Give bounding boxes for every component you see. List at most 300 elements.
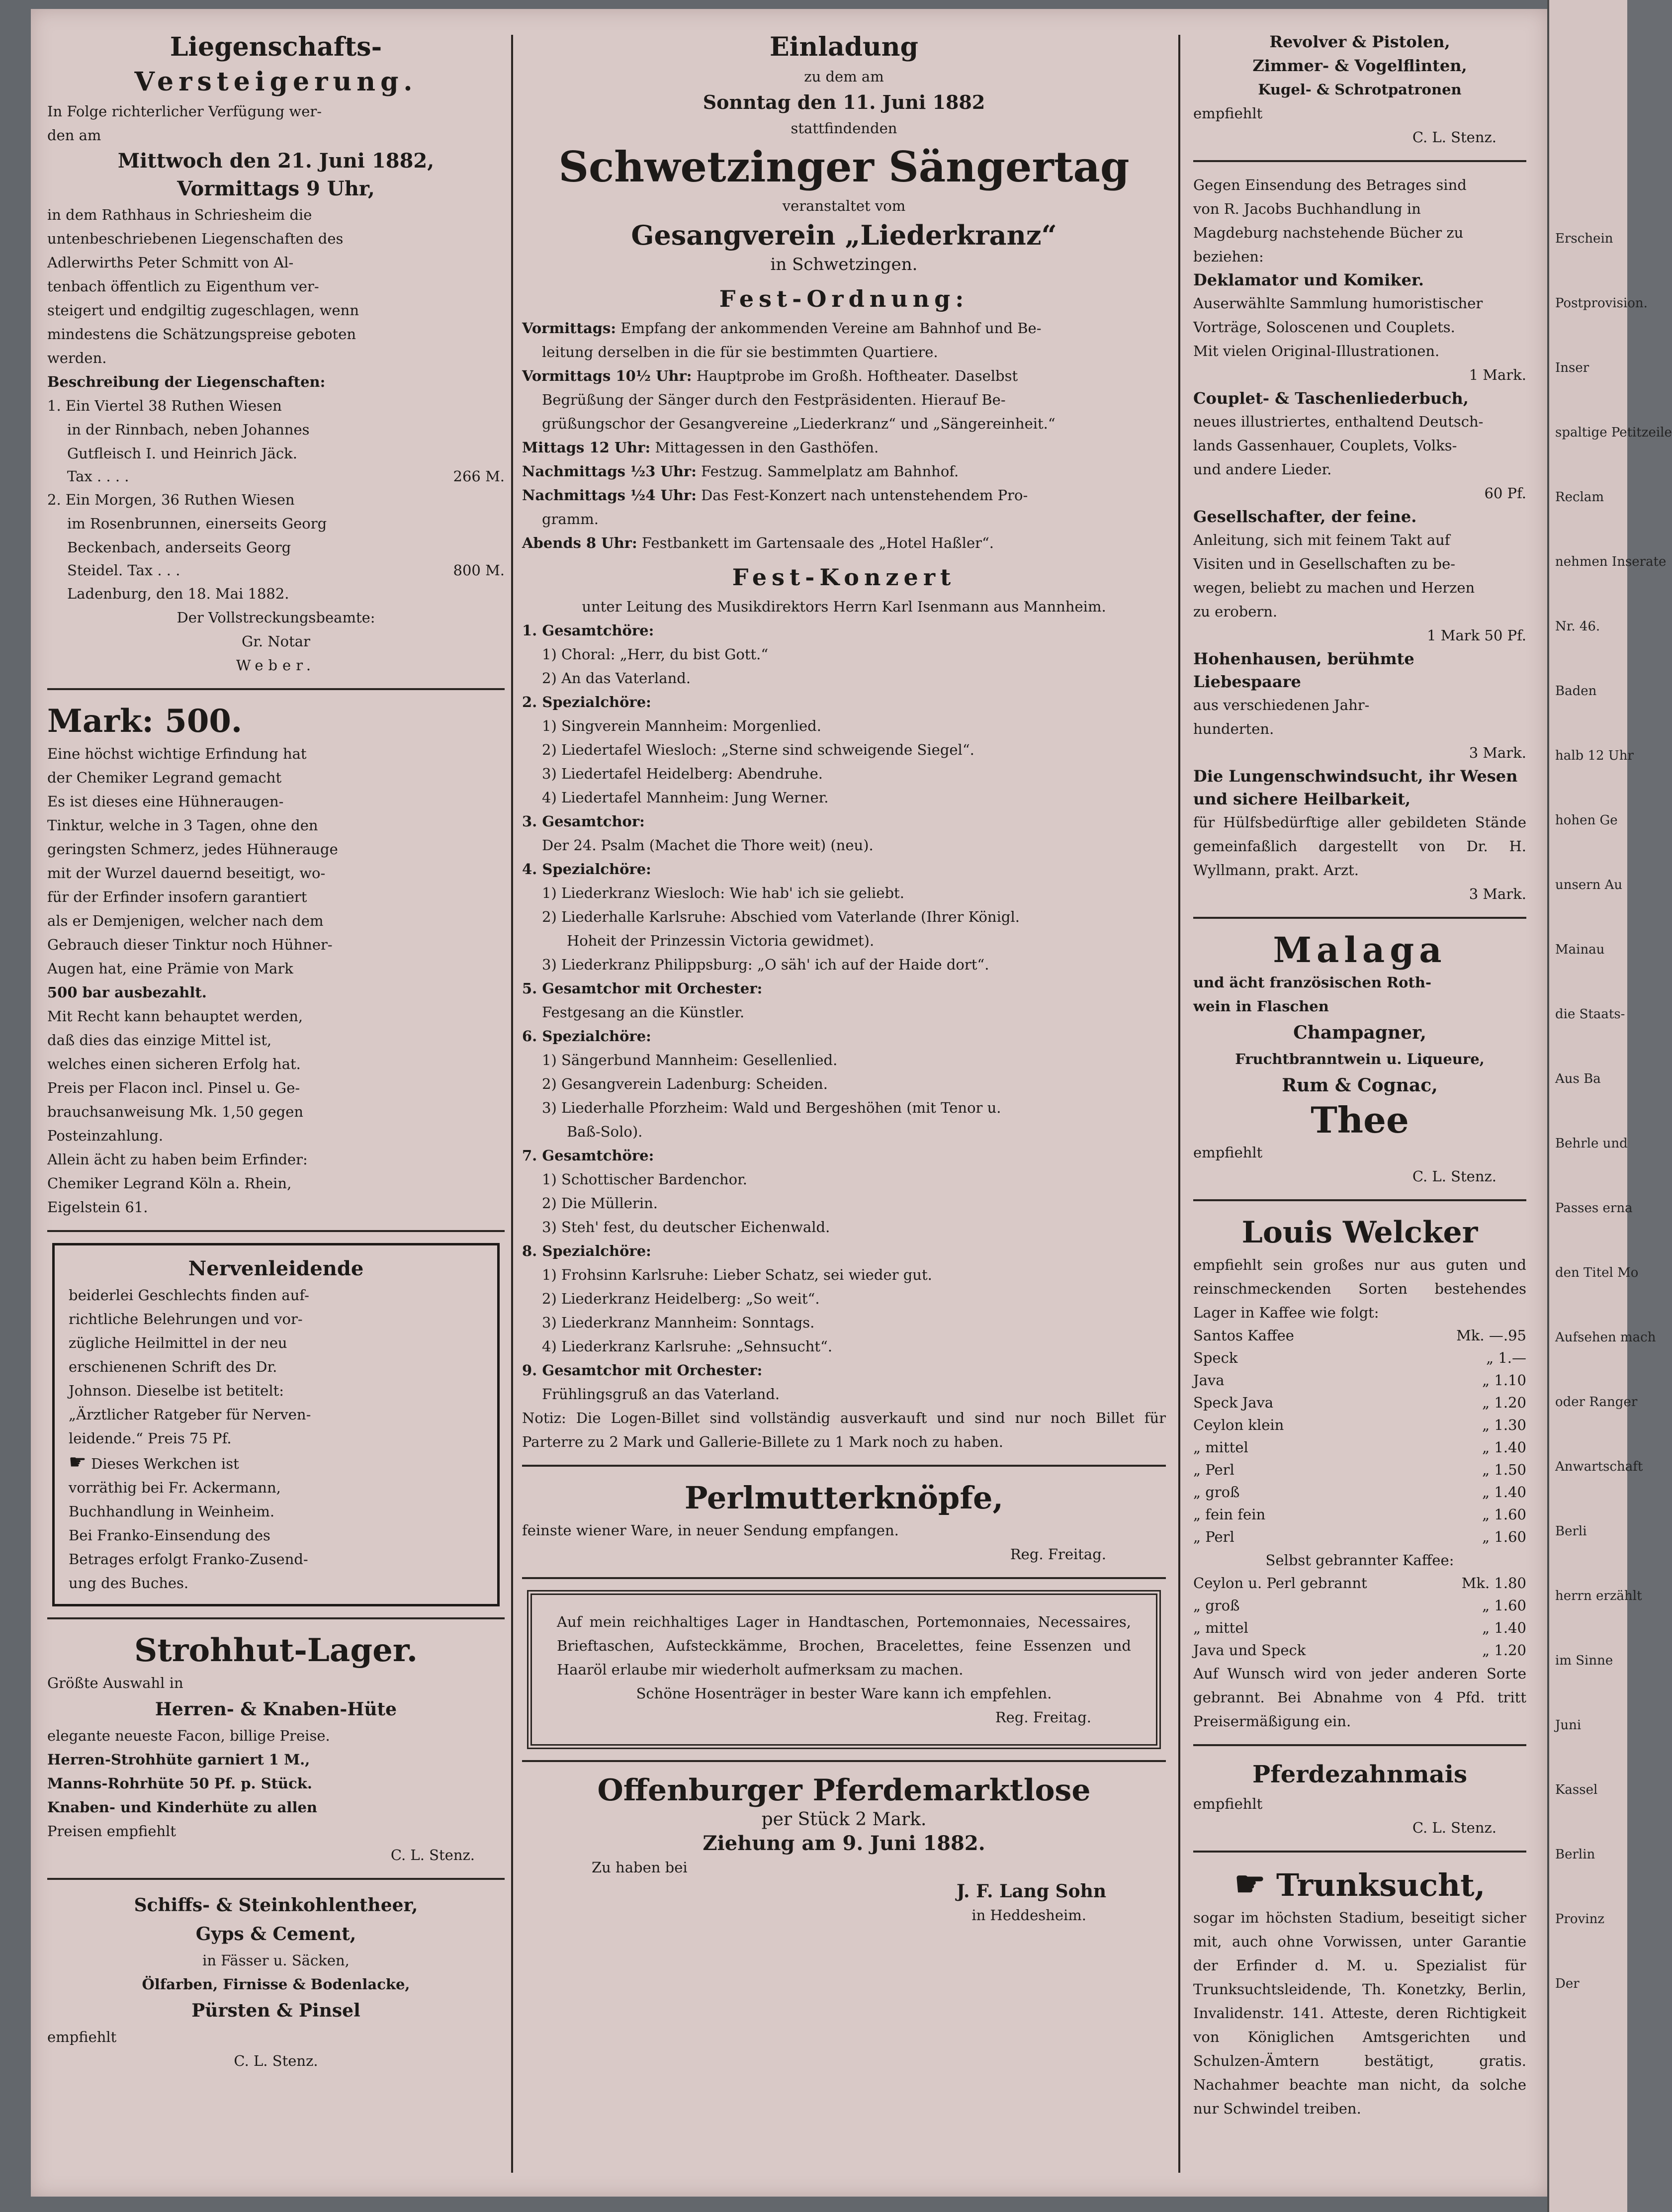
coffee-intro: empfiehlt sein großes nur aus guten und reinschmeckenden Sorten bestehendes Lager in Kaffee wie folgt:	[1193, 1256, 1526, 1321]
book-entry	[1193, 387, 1526, 505]
straw-line: Manns-Rohrhüte 50 Pf. p. Stück.	[47, 1775, 312, 1792]
tar-line: Ölfarben, Firnisse & Bodenlacke,	[142, 1976, 410, 1993]
coffee-name: „ Perl	[1193, 1528, 1234, 1545]
column-rule-1	[511, 35, 513, 2173]
book-title: Hohenhausen, berühmte Liebespaare	[1193, 649, 1414, 691]
nerves-line: vorräthig bei Fr. Ackermann,	[69, 1479, 281, 1496]
next-page-fragment: Juni	[1555, 1718, 1582, 1733]
order-text: Festzug. Sammelplatz am Bahnhof.	[701, 463, 959, 480]
straw-line: Herren-Strohhüte garniert 1 M.,	[47, 1751, 310, 1768]
coffee-row	[1193, 1639, 1526, 1662]
order-entry	[522, 436, 1166, 459]
mark-line: Mit Recht kann behauptet werden,	[47, 1008, 303, 1025]
divider	[522, 1577, 1166, 1579]
mark-line: Eine höchst wichtige Erfindung hat	[47, 745, 307, 762]
guns-signature: C. L. Stenz.	[1412, 129, 1496, 146]
coffee-row	[1193, 1459, 1526, 1481]
coffee-price: 1.40	[1494, 1619, 1526, 1636]
program-entry: 4) Liederkranz Karlsruhe: „Sehnsucht“.	[542, 1338, 833, 1355]
coffee-price-cell	[1456, 1325, 1526, 1347]
nerves-line: Betrages erfolgt Franko-Zusend-	[69, 1551, 308, 1568]
invite-place: in Schwetzingen.	[770, 255, 918, 274]
order-time: Vormittags:	[522, 320, 616, 337]
order-entry	[522, 507, 1166, 531]
next-page-fragment: oder Ranger	[1555, 1395, 1638, 1410]
nerves-line: beiderlei Geschlechts finden auf-	[69, 1287, 309, 1304]
nerves-line: richtliche Belehrungen und vor-	[69, 1311, 303, 1327]
tar-line: in Fässer u. Säcken,	[202, 1952, 350, 1969]
coffee-price: 1.60	[1494, 1597, 1526, 1614]
auction-body: untenbeschriebenen Liegenschaften des	[47, 230, 344, 247]
tar-recommend: empfiehlt	[47, 2029, 117, 2045]
program-entry: 9. Gesamtchor mit Orchester:	[522, 1362, 763, 1379]
order-entry	[522, 364, 1166, 388]
order-time: Mittags 12 Uhr:	[522, 439, 651, 456]
nerves-line: „Ärztlicher Ratgeber für Nerven-	[69, 1406, 311, 1423]
invite-sub: stattfindenden	[791, 120, 897, 137]
invite-title: Einladung	[770, 32, 918, 62]
coffee-row	[1193, 1617, 1526, 1639]
mark-line: Es ist dieses eine Hühneraugen-	[47, 793, 284, 810]
mark-title: Mark: 500.	[47, 703, 243, 740]
coffee-name: Ceylon u. Perl gebrannt	[1193, 1575, 1367, 1592]
coffee-name: „ Perl	[1193, 1461, 1234, 1478]
next-page-fragment: Der	[1555, 1976, 1580, 1991]
invite-sub: zu dem am	[804, 68, 884, 85]
program-entry: 1) Singverein Mannheim: Morgenlied.	[542, 717, 821, 734]
auction-item: 2. Ein Morgen, 36 Ruthen Wiesen	[47, 491, 295, 508]
program-entry: 4. Spezialchöre:	[522, 861, 651, 878]
drink-body: sogar im höchsten Stadium, beseitigt sicher mit, auch ohne Vorwissen, unter Garantie der Erfinder d. M. u. Spezialist für Trunksuchtsleidende, Th. Konetzky, Berlin, Invalidenstr. 141. Atteste, deren Richtigkeit von Königlichen Amtsgerichten und Schulzen-Ämtern bestätigt, gratis. Nachahmer beachte man nicht, da solche nur Schwindel treiben.	[1193, 1909, 1526, 2117]
order-text: grüßungschor der Gesangvereine „Liederkranz“ und „Sängereinheit.“	[542, 415, 1056, 432]
order-entry	[522, 316, 1166, 340]
program-entry: 4) Liedertafel Mannheim: Jung Werner.	[542, 789, 829, 806]
next-page-fragment: Behrle und	[1555, 1136, 1628, 1151]
book-entry	[1193, 268, 1526, 387]
horse-signature: C. L. Stenz.	[1412, 1819, 1496, 1836]
coffee-unit: „	[1482, 1528, 1490, 1545]
invite-event: Schwetzinger Sängertag	[558, 142, 1130, 191]
coffee-unit: „	[1482, 1642, 1490, 1659]
straw-line: Herren- & Knaben-Hüte	[155, 1699, 397, 1720]
program-entry: 3) Liederhalle Pforzheim: Wald und Bergeshöhen (mit Tenor u.	[542, 1099, 1001, 1116]
mark-line: Augen hat, eine Prämie von Mark	[47, 960, 293, 977]
tar-line: Pürsten & Pinsel	[191, 2000, 360, 2021]
order-text: Hauptprobe im Großh. Hoftheater. Daselbst	[696, 367, 1018, 384]
horse-recommend: empfiehlt	[1193, 1795, 1263, 1812]
program-entry: Baß-Solo).	[567, 1123, 643, 1140]
tax-value: 800 M.	[453, 562, 505, 579]
coffee-price: 1.40	[1494, 1439, 1526, 1456]
program-entry: Hoheit der Prinzessin Victoria gewidmet).	[567, 932, 875, 949]
coffee-unit: „	[1482, 1506, 1490, 1523]
book-entry	[1193, 505, 1526, 647]
coffee-price-cell	[1486, 1347, 1526, 1369]
program-entry: 3) Steh' fest, du deutscher Eichenwald.	[542, 1219, 830, 1236]
coffee-row	[1193, 1369, 1526, 1392]
coffee-name: Java und Speck	[1193, 1642, 1306, 1659]
book-title: Deklamator und Komiker.	[1193, 270, 1424, 289]
malaga-line: und ächt französischen Roth-	[1193, 974, 1432, 991]
nerves-line: zügliche Heilmittel in der neu	[69, 1334, 287, 1351]
tax-label: Tax . . . .	[67, 468, 129, 485]
nerves-line	[69, 1450, 483, 1476]
auction-tax-row	[47, 559, 505, 582]
concert-title: Fest-Konzert	[732, 564, 956, 591]
book-price: 1 Mark 50 Pf.	[1427, 627, 1526, 644]
coffee-price: 1.60	[1494, 1506, 1526, 1523]
next-page-fragment: hohen Ge	[1555, 813, 1618, 828]
coffee-price: 1.—	[1498, 1349, 1526, 1366]
next-page-fragment: nehmen Inserate	[1555, 554, 1667, 569]
nerves-line: leidende.“ Preis 75 Pf.	[69, 1430, 232, 1447]
malaga-line: wein in Flaschen	[1193, 998, 1329, 1015]
concert-subtitle: unter Leitung des Musikdirektors Herrn Karl Isenmann aus Mannheim.	[582, 598, 1106, 615]
coffee-price-list	[1193, 1325, 1526, 1548]
book-line: aus verschiedenen Jahr-	[1193, 697, 1370, 713]
books-ad	[1193, 173, 1526, 906]
books-list	[1193, 268, 1526, 906]
lottery-price: per Stück 2 Mark.	[761, 1809, 927, 1830]
coffee-price: 1.50	[1494, 1461, 1526, 1478]
nerves-line: Johnson. Dieselbe ist betitelt:	[69, 1382, 284, 1399]
coffee-unit: „	[1482, 1619, 1490, 1636]
mark-ad	[47, 701, 505, 1219]
books-intro: von R. Jacobs Buchhandlung in	[1193, 200, 1421, 217]
lottery-at: Zu haben bei	[592, 1859, 688, 1876]
coffee-price-cell	[1482, 1436, 1526, 1459]
book-line: Vorträge, Soloscenen und Couplets.	[1193, 319, 1455, 336]
auction-body: mindestens die Schätzungspreise geboten	[47, 326, 356, 343]
auction-tax-row	[47, 465, 505, 488]
coffee-row	[1193, 1414, 1526, 1436]
book-price: 60 Pf.	[1484, 485, 1526, 502]
coffee-outro: Auf Wunsch wird von jeder anderen Sorte gebrannt. Bei Abnahme von 4 Pfd. tritt Preisermäßigung ein.	[1193, 1665, 1526, 1730]
right-column	[1193, 30, 1526, 2121]
program-list	[522, 619, 1166, 1406]
auction-notary-name: Weber.	[236, 657, 316, 674]
auction-body: tenbach öffentlich zu Eigenthum ver-	[47, 278, 319, 295]
lottery-ad	[522, 1773, 1166, 1927]
nerves-line: Buchhandlung in Weinheim.	[69, 1503, 275, 1520]
auction-body: steigert und endgiltig zugeschlagen, wenn	[47, 302, 359, 319]
program-entry: 3) Liederkranz Mannheim: Sonntags.	[542, 1314, 815, 1331]
malaga-title: Malaga	[1273, 929, 1447, 971]
next-page-fragment: Inser	[1555, 360, 1589, 375]
books-intro: Gegen Einsendung des Betrages sind	[1193, 177, 1467, 193]
divider	[522, 1760, 1166, 1762]
book-entry	[1193, 647, 1526, 765]
program-entry: 3) Liedertafel Heidelberg: Abendruhe.	[542, 765, 823, 782]
program-entry: 1) Choral: „Herr, du bist Gott.“	[542, 646, 769, 663]
book-line: Auserwählte Sammlung humoristischer	[1193, 295, 1483, 312]
divider	[1193, 160, 1526, 162]
lottery-town: in Heddesheim.	[971, 1907, 1086, 1924]
next-page-fragment: Passes erna	[1555, 1201, 1633, 1216]
program-entry: 3. Gesamtchor:	[522, 813, 645, 830]
buttons-title: Perlmutterknöpfe,	[684, 1480, 1004, 1516]
bags-ad	[527, 1590, 1161, 1749]
invite-date: Sonntag den 11. Juni 1882	[703, 91, 985, 113]
auction-item: Gutfleisch I. und Heinrich Jäck.	[67, 445, 297, 462]
coffee-unit: „	[1482, 1597, 1490, 1614]
order-text: gramm.	[542, 511, 599, 528]
coffee-price-cell	[1482, 1526, 1526, 1548]
left-column	[47, 30, 505, 2073]
book-title: Couplet- & Taschenliederbuch,	[1193, 389, 1469, 408]
divider	[47, 1230, 505, 1232]
coffee-price-cell	[1482, 1392, 1526, 1414]
program-entry: 2) Die Müllerin.	[542, 1195, 658, 1212]
buttons-ad	[522, 1478, 1166, 1566]
mark-line: 500 bar ausbezahlt.	[47, 984, 207, 1001]
tar-ad	[47, 1891, 505, 2073]
coffee-name: Ceylon klein	[1193, 1416, 1284, 1433]
next-page-fragment: die Staats-	[1555, 1007, 1625, 1022]
program-entry: 2. Spezialchöre:	[522, 694, 651, 710]
coffee-row	[1193, 1594, 1526, 1617]
mark-line: als er Demjenigen, welcher nach dem	[47, 912, 324, 929]
coffee-row	[1193, 1325, 1526, 1347]
book-price: 3 Mark.	[1469, 885, 1526, 902]
mark-line: Chemiker Legrand Köln a. Rhein,	[47, 1175, 292, 1192]
coffee-name: Java	[1193, 1372, 1225, 1389]
program-entry: 8. Spezialchöre:	[522, 1242, 651, 1259]
next-page-fragment: Berli	[1555, 1524, 1587, 1539]
program-entry: 6. Spezialchöre:	[522, 1028, 651, 1045]
book-line: für Hülfsbedürftige aller gebildeten Stände gemeinfaßlich dargestellt von Dr. H. Wyllmann, prakt. Arzt.	[1193, 814, 1526, 879]
guns-line: Zimmer- & Vogelflinten,	[1252, 56, 1467, 75]
divider	[1193, 1851, 1526, 1853]
guns-ad	[1193, 30, 1526, 149]
mark-line: daß dies das einzige Mittel ist,	[47, 1032, 272, 1049]
book-line: Visiten und in Gesellschaften zu be-	[1193, 555, 1456, 572]
auction-ad	[47, 30, 505, 677]
mark-line: der Chemiker Legrand gemacht	[47, 769, 282, 786]
coffee-name: „ fein fein	[1193, 1506, 1266, 1523]
lottery-title: Offenburger Pferdemarktlose	[597, 1773, 1091, 1808]
coffee-price: 1.30	[1494, 1416, 1526, 1433]
auction-time: Vormittags 9 Uhr,	[177, 177, 375, 200]
divider	[47, 688, 505, 690]
order-entry	[522, 531, 1166, 555]
program-entry: 1. Gesamtchöre:	[522, 622, 654, 639]
straw-title: Strohhut-Lager.	[134, 1632, 418, 1669]
mark-line: Eigelstein 61.	[47, 1199, 148, 1216]
order-entry	[522, 388, 1166, 412]
guns-line: Revolver & Pistolen,	[1269, 32, 1450, 51]
coffee-roasted: Selbst gebrannter Kaffee:	[1265, 1552, 1454, 1569]
program-entry: 1) Liederkranz Wiesloch: Wie hab' ich sie geliebt.	[542, 885, 904, 901]
program-entry: Der 24. Psalm (Machet die Thore weit) (neu).	[542, 837, 874, 854]
program-entry: 1) Sängerbund Mannheim: Gesellenlied.	[542, 1052, 838, 1068]
tax-label: Steidel. Tax . . .	[67, 562, 180, 579]
divider	[1193, 1744, 1526, 1746]
coffee-unit: „	[1482, 1461, 1490, 1478]
auction-official: Der Vollstreckungsbeamte:	[176, 609, 375, 626]
coffee-name: „ mittel	[1193, 1439, 1248, 1456]
auction-item: in der Rinnbach, neben Johannes	[67, 421, 310, 438]
coffee-unit: „	[1482, 1372, 1490, 1389]
next-page-fragment: Reclam	[1555, 490, 1604, 505]
order-time: Vormittags 10½ Uhr:	[522, 367, 692, 384]
coffee-price: —.95	[1489, 1327, 1526, 1344]
mark-line: Tinktur, welche in 3 Tagen, ohne den	[47, 817, 318, 834]
nerves-line: ung des Buches.	[69, 1575, 189, 1592]
auction-item: im Rosenbrunnen, einerseits Georg	[67, 515, 327, 532]
auction-title-2: Versteigerung.	[134, 67, 418, 97]
straw-line: Knaben- und Kinderhüte zu allen	[47, 1799, 317, 1816]
book-line: lands Gassenhauer, Couplets, Volks-	[1193, 437, 1457, 454]
divider	[47, 1617, 505, 1619]
program-entry: Festgesang an die Künstler.	[542, 1004, 745, 1021]
program-entry: 2) An das Vaterland.	[542, 670, 691, 687]
book-entry	[1193, 765, 1526, 906]
coffee-name: „ groß	[1193, 1484, 1240, 1501]
order-entry	[522, 412, 1166, 436]
book-line: zu erobern.	[1193, 603, 1278, 620]
next-page-fragment: Mainau	[1555, 942, 1605, 957]
order-text: Das Fest-Konzert nach untenstehendem Pro-	[701, 487, 1028, 504]
coffee-name: „ groß	[1193, 1597, 1240, 1614]
mark-line: Gebrauch dieser Tinktur noch Hühner-	[47, 936, 333, 953]
coffee-name: Speck Java	[1193, 1394, 1274, 1411]
program-entry: 1) Schottischer Bardenchor.	[542, 1171, 747, 1188]
order-time: Nachmittags ½4 Uhr:	[522, 487, 697, 504]
coffee-price: 1.60	[1494, 1528, 1526, 1545]
coffee-unit: Mk.	[1456, 1327, 1485, 1344]
coffee-row	[1193, 1436, 1526, 1459]
coffee-price: 1.40	[1494, 1484, 1526, 1501]
straw-line: Preisen empfiehlt	[47, 1823, 176, 1840]
coffee-price-cell	[1482, 1414, 1526, 1436]
program-entry: 7. Gesamtchöre:	[522, 1147, 654, 1164]
malaga-recommend: empfiehlt	[1193, 1144, 1263, 1161]
coffee-price: 1.20	[1494, 1394, 1526, 1411]
nerves-line: Bei Franko-Einsendung des	[69, 1527, 270, 1544]
coffee-name: „ mittel	[1193, 1619, 1248, 1636]
next-page-fragment: Baden	[1555, 684, 1597, 699]
mark-line: Posteinzahlung.	[47, 1127, 164, 1144]
coffee-row	[1193, 1572, 1526, 1594]
books-intro: Magdeburg nachstehende Bücher zu	[1193, 224, 1464, 241]
coffee-name: Santos Kaffee	[1193, 1327, 1294, 1344]
invitation-ad	[522, 30, 1166, 1454]
malaga-line: Rum & Cognac,	[1282, 1075, 1438, 1096]
bags-body-2: Schöne Hosenträger in bester Ware kann ich empfehlen.	[636, 1685, 1052, 1702]
order-time: Abends 8 Uhr:	[522, 534, 637, 551]
coffee-price-cell	[1482, 1459, 1526, 1481]
nerves-line: erschienenen Schrift des Dr.	[69, 1358, 277, 1375]
order-text: leitung derselben in die für sie bestimmten Quartiere.	[542, 344, 938, 360]
middle-column	[522, 30, 1166, 1927]
divider	[1193, 917, 1526, 919]
straw-line: elegante neueste Facon, billige Preise.	[47, 1727, 330, 1744]
bags-signature: Reg. Freitag.	[995, 1709, 1091, 1726]
mark-line: welches einen sicheren Erfolg hat.	[47, 1056, 301, 1072]
buttons-body: feinste wiener Ware, in neuer Sendung empfangen.	[522, 1522, 899, 1539]
malaga-signature: C. L. Stenz.	[1412, 1168, 1496, 1185]
next-page-fragment: Erschein	[1555, 231, 1613, 246]
coffee-price: 1.80	[1494, 1575, 1526, 1592]
straw-line: Größte Auswahl in	[47, 1675, 183, 1691]
divider	[47, 1878, 505, 1880]
book-title: Die Lungenschwindsucht, ihr Wesen und sichere Heilbarkeit,	[1193, 767, 1518, 808]
order-text: Festbankett im Gartensaale des „Hotel Haßler“.	[641, 534, 994, 551]
pointing-hand-icon: ☛	[1234, 1863, 1266, 1904]
book-line: neues illustriertes, enthaltend Deutsch-	[1193, 413, 1484, 430]
order-list	[522, 316, 1166, 555]
coffee-unit: Mk.	[1461, 1575, 1490, 1592]
next-page-edge	[1547, 0, 1672, 2212]
coffee-row	[1193, 1481, 1526, 1504]
guns-line: Kugel- & Schrotpatronen	[1258, 81, 1462, 98]
next-page-fragment: halb 12 Uhr	[1555, 748, 1634, 763]
nerves-title: Nervenleidende	[188, 1257, 364, 1280]
coffee-price: 1.20	[1494, 1642, 1526, 1659]
program-entry: 1) Frohsinn Karlsruhe: Lieber Schatz, sei wieder gut.	[542, 1266, 932, 1283]
program-entry: Frühlingsgruß an das Vaterland.	[542, 1386, 780, 1403]
lottery-seller: J. F. Lang Sohn	[956, 1881, 1106, 1902]
auction-place-date: Ladenburg, den 18. Mai 1882.	[67, 585, 289, 602]
order-text: Mittagessen in den Gasthöfen.	[655, 439, 879, 456]
straw-signature: C. L. Stenz.	[390, 1847, 475, 1863]
straw-hat-ad	[47, 1630, 505, 1867]
coffee-unit: „	[1482, 1439, 1490, 1456]
nerves-text: Dieses Werkchen ist	[91, 1455, 239, 1472]
book-line: hunderten.	[1193, 720, 1274, 737]
order-title: Fest-Ordnung:	[719, 285, 969, 312]
next-page-fragment: spaltige Petitzeile	[1555, 425, 1672, 440]
auction-date: Mittwoch den 21. Juni 1882,	[117, 149, 435, 173]
book-line: und andere Lieder.	[1193, 461, 1332, 478]
drink-ad	[1193, 1863, 1526, 2121]
coffee-roasted-list	[1193, 1572, 1526, 1662]
pointing-hand-icon: ☛	[69, 1451, 87, 1474]
next-page-fragment: Aufsehen mach	[1555, 1330, 1656, 1345]
invite-club: Gesangverein „Liederkranz“	[631, 219, 1057, 251]
book-line: Anleitung, sich mit feinem Takt auf	[1193, 531, 1450, 548]
divider	[522, 1465, 1166, 1467]
coffee-price: 1.10	[1494, 1372, 1526, 1389]
mark-line: für der Erfinder insofern garantiert	[47, 888, 307, 905]
coffee-row	[1193, 1347, 1526, 1369]
malaga-line: Champagner,	[1293, 1022, 1426, 1043]
malaga-line: Fruchtbranntwein u. Liqueure,	[1235, 1051, 1485, 1067]
auction-item: Beckenbach, anderseits Georg	[67, 539, 291, 556]
next-page-fragment: Provinz	[1555, 1912, 1605, 1927]
coffee-unit: „	[1482, 1484, 1490, 1501]
coffee-price-cell	[1482, 1617, 1526, 1639]
auction-body: in dem Rathhaus in Schriesheim die	[47, 206, 312, 223]
coffee-unit: „	[1482, 1416, 1490, 1433]
book-line: wegen, beliebt zu machen und Herzen	[1193, 579, 1475, 596]
program-note: Notiz: Die Logen-Billet sind vollständig ausverkauft und sind nur noch Billet für Parterre zu 2 Mark und Gallerie-Billete zu 1 Mark noch zu haben.	[522, 1410, 1166, 1450]
buttons-signature: Reg. Freitag.	[1010, 1546, 1106, 1563]
program-entry: 5. Gesamtchor mit Orchester:	[522, 980, 763, 997]
auction-line: den am	[47, 127, 101, 144]
order-entry	[522, 459, 1166, 483]
next-page-fragment: im Sinne	[1555, 1653, 1613, 1668]
order-time: Nachmittags ½3 Uhr:	[522, 463, 697, 480]
coffee-name: Speck	[1193, 1349, 1238, 1366]
mark-line: geringsten Schmerz, jedes Hühnerauge	[47, 841, 338, 858]
tax-value: 266 M.	[453, 468, 505, 485]
coffee-price-cell	[1482, 1481, 1526, 1504]
auction-notary: Gr. Notar	[242, 633, 310, 650]
drink-title-row	[1193, 1863, 1526, 1906]
next-page-fragment: Nr. 46.	[1555, 619, 1600, 634]
